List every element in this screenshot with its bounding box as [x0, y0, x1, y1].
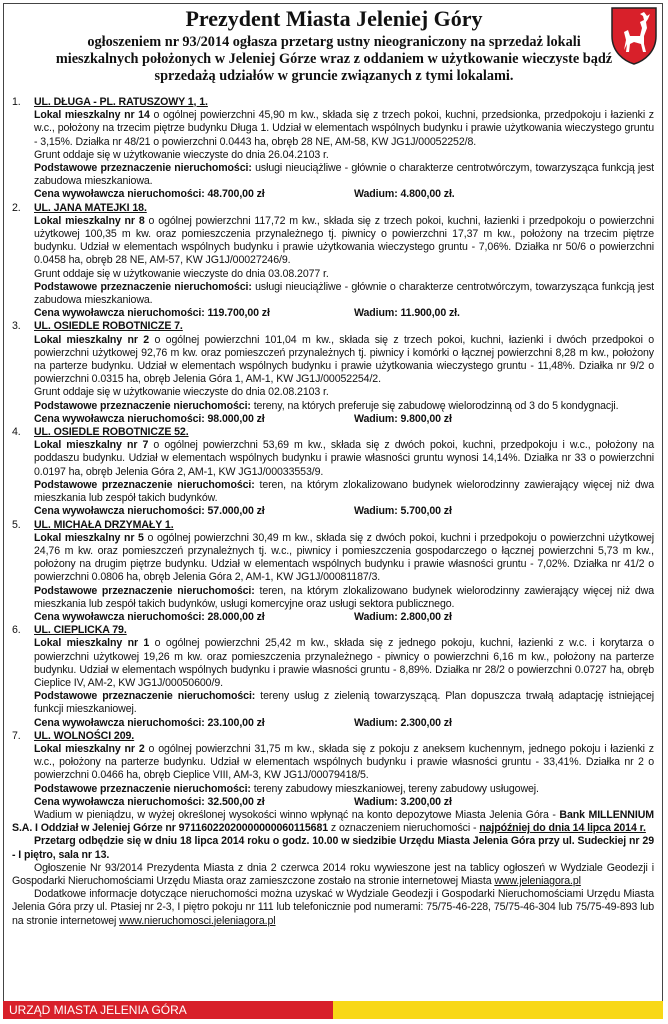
listing-number: 6. [12, 624, 21, 637]
listing-grunt: Grunt oddaje się w użytkowanie wieczyste do dnia 26.04.2103 r. [34, 148, 329, 161]
listing-description [34, 215, 654, 268]
listing-lokal-text: o ogólnej powierzchni 30,49 m kw., składa się z dwóch pokoi, kuchni i przedpokoju o powierzchni użytkowej 24,76 m kw. oraz pomieszczeń przynależnych tj. w.c., piwnicy i pomieszczenia gospodarczego o łącznej powierzchni 5,73 m kw., położony na drugim piętrze budynku. Udział w elementach wspólnych budynku i prawie własności gruntu - 7,02%. Działka nr 41/2 o powierzchni 0.0806 ha, obręb Jelenia Góra 2, AM-1, KW JG1J/00081187/3. [34, 531, 654, 584]
listing-lokal-label: Lokal mieszkalny nr 7 [34, 439, 149, 452]
listing-item [12, 96, 654, 202]
listing-item [12, 202, 654, 321]
listing-purpose-text: teren, na którym zlokalizowano budynek wielorodzinny zawierający więcej niż dwa mieszkania lub zespół takich budynków. [34, 478, 654, 505]
listing-street: UL. MICHAŁA DRZYMAŁY 1. [34, 518, 174, 531]
listing-price: Cena wywoławcza nieruchomości: 28.000,00 zł [34, 610, 265, 623]
listing-grunt: Grunt oddaje się w użytkowanie wieczyste do dnia 02.08.2103 r. [34, 386, 329, 399]
listing-purpose-text: teren, na którym zlokalizowano budynek wielorodzinny zawierający więcej niż dwa mieszkania lub zespół takich budynków, usługi komercyjne oraz usługi sektora publicznego. [34, 584, 654, 610]
listing-lokal-text: o ogólnej powierzchni 25,42 m kw., składa się z jednego pokoju, kuchni, łazienki z w.c. i korytarza o powierzchni użytkowej 19,26 m kw. oraz pomieszczenia przynależnego - piwnicy o powierzchni 6,16 m kw., położony na parterze budynku. Udział w elementach wspólnych budynku i prawie własności gruntu - 8,89%. Działka nr 28/2 o powierzchni 0.0727 ha, obręb Cieplice IV, AM-2, KW JG1J/00050600/9. [34, 637, 655, 689]
listing-lokal-text: o ogólnej powierzchni 117,72 m kw., składa się z trzech pokoi, kuchni, łazienki i przedpokoju o powierzchni użytkowej 100,35 m kw. oraz pomieszczenia przynależnego tj. piwnicy o powierzchni 17,37 m kw., położony na trzecim piętrze budynku. Udział w elementach wspólnych budynku i prawie użytkowania wieczystego gruntu - 7,06%. Działka nr 50/6 o powierzchni 0.0458 ha, obręb 28 NE, AM-57, KW JG1J/00027246/9. [34, 214, 655, 267]
listing-item [12, 320, 654, 426]
page-title: Prezydent Miasta Jeleniej Góry [185, 6, 483, 31]
listing-lokal-label: Lokal mieszkalny nr 14 [34, 109, 150, 122]
listing-price: Cena wywoławcza nieruchomości: 23.100,00 zł [34, 716, 265, 729]
listing-number: 1. [12, 96, 21, 108]
listing-description [34, 109, 654, 149]
publication-info [12, 862, 654, 888]
listing-item [12, 426, 654, 518]
listing-description [34, 743, 654, 783]
listing-purpose-label: Podstawowe przeznaczenie nieruchomości: [34, 280, 252, 293]
auction-text: Przetarg odbędzie się w dniu 18 lipca 2014 roku o godz. 10.00 w siedzibie Urzędu Miasta Jelenia Góra przy ul. Sudeckiej nr 29 - I piętro, sala nr 13. [12, 835, 654, 861]
listing-purpose-text: usługi nieuciążliwe - głównie o charakterze centrotwórczym, towarzysząca funkcją jest zabudowa mieszkaniowa. [34, 280, 655, 307]
listing-lokal-text: o ogólnej powierzchni 101,04 m kw., składa się z trzech pokoi, kuchni, łazienki i dwóch przedpokoi o powierzchni użytkowej 92,76 m kw. oraz pomieszczeń przynależnych tj. piwnicy i komórki o łącznej powierzchni 8,28 m kw., położony na parterze budynku. Udział w elementach wspólnych budynku i prawie użytkowania wieczystego gruntu - 11,48%. Działka nr 9/2 o powierzchni 0.0315 ha, obręb Jelenia Góra 1, AM-1, KW JG1J/00052254/2. [34, 333, 655, 386]
listing-wadium: Wadium: 4.800,00 zł. [354, 188, 455, 201]
listing-number: 2. [12, 201, 21, 214]
listing-purpose-label: Podstawowe przeznaczenie nieruchomości: [34, 478, 255, 491]
listing-purpose [34, 162, 654, 188]
listing-number: 4. [12, 426, 21, 439]
wadium-mid: z oznaczeniem nieruchomości - [328, 822, 480, 835]
listing-lokal-label: Lokal mieszkalny nr 5 [34, 531, 144, 544]
listing-street: UL. OSIEDLE ROBOTNICZE 7. [34, 320, 183, 333]
listing-wadium: Wadium: 2.800,00 zł [354, 610, 452, 623]
listing-purpose-label: Podstawowe przeznaczenie nieruchomości: [34, 584, 255, 597]
listing-price: Cena wywoławcza nieruchomości: 98.000,00 zł [34, 412, 265, 425]
listing-wadium: Wadium: 2.300,00 zł [354, 716, 452, 729]
listing-lokal-text: o ogólnej powierzchni 31,75 m kw., składa się z pokoju z aneksem kuchennym, jednego pokoju i łazienki z w.c., położony na parterze budynku. Udział w elementach wspólnych budynku i prawie własności gruntu - 33,41%. Działka nr 2 o powierzchni 0.0466 ha, obręb Cieplice VIII, AM-3, KW JG1J/00079418/5. [34, 742, 654, 782]
page-subtitle: ogłoszeniem nr 93/2014 ogłasza przetarg ustny nieograniczony na sprzedaż lokali mieszkalnych położonych w Jeleniej Górze wraz z oddaniem w użytkowanie wieczyste bądź sprzedażą udziałów w gruncie związanych z tymi lokalami. [55, 34, 613, 84]
listing-description [34, 532, 654, 585]
wadium-deadline: najpóźniej do dnia 14 lipca 2014 r. [479, 822, 646, 835]
listing-item [12, 519, 654, 625]
listing-purpose [34, 479, 654, 505]
listing-grunt: Grunt oddaje się w użytkowanie wieczyste do dnia 03.08.2077 r. [34, 267, 329, 280]
listing-street: UL. CIEPLICKA 79. [34, 624, 127, 637]
listing-purpose [34, 690, 654, 716]
listing-purpose-label: Podstawowe przeznaczenie nieruchomości: [34, 162, 252, 175]
listing-lokal-label: Lokal mieszkalny nr 2 [34, 742, 145, 755]
announcement-header [0, 6, 668, 85]
publication-text: Ogłoszenie Nr 93/2014 Prezydenta Miasta z dnia 2 czerwca 2014 roku wywieszone jest na tablicy ogłoszeń w Wydziale Geodezji i Gospodarki Nieruchomościami Urzędu Miasta oraz zamieszczone zostało na stronie internetowej Miasta [12, 861, 654, 887]
property-website-link[interactable]: www.nieruchomosci.jeleniagora.pl [119, 914, 276, 927]
listing-price: Cena wywoławcza nieruchomości: 119.700,00 zł [34, 307, 270, 320]
listing-price: Cena wywoławcza nieruchomości: 48.700,00 zł [34, 188, 265, 201]
listing-purpose-text: tereny zabudowy mieszkaniowej, tereny zabudowy usługowej. [250, 782, 539, 795]
listing-lokal-text: o ogólnej powierzchni 53,69 m kw., składa się z dwóch pokoi, kuchni, przedpokoju i w.c., położony na poddaszu budynku. Udział w elementach wspólnych budynku i prawie własności gruntu wynosi 14,14%. Działka nr 33 o powierzchni 0.0197 ha, obręb Jelenia Góra 2, AM-1, KW JG1J/00033553/9. [34, 439, 655, 478]
listing-description [34, 637, 654, 690]
listing-description [34, 334, 654, 387]
listing-purpose-label: Podstawowe przeznaczenie nieruchomości: [34, 399, 251, 412]
listing-purpose-label: Podstawowe przeznaczenie nieruchomości: [34, 782, 251, 795]
listing-street: UL. DŁUGA - PL. RATUSZOWY 1, 1. [34, 96, 208, 108]
listing-number: 7. [12, 729, 21, 742]
listing-purpose [34, 783, 654, 796]
listing-purpose [34, 281, 654, 307]
listing-lokal-label: Lokal mieszkalny nr 2 [34, 333, 150, 346]
listing-number: 5. [12, 518, 21, 531]
bank-account: Bank MILLENNIUM S.A. I Oddział w Jeleniej Górze nr 97116022020000000060115681 [12, 808, 654, 835]
listing-purpose-label: Podstawowe przeznaczenie nieruchomości: [34, 690, 256, 703]
listing-street: UL. WOLNOŚCI 209. [34, 729, 135, 742]
deer-crest-icon [610, 6, 658, 66]
listing-wadium: Wadium: 5.700,00 zł [354, 505, 452, 518]
listing-number: 3. [12, 320, 21, 333]
contact-text: Dodatkowe informacje dotyczące nieruchomości można uzyskać w Wydziale Geodezji i Gospodarki Nieruchomościami Urzędu Miasta Jelenia Góra przy ul. Ptasiej nr 2-3, I piętro pokoju nr 111 lub telefonicznie pod numerami: 75/75-46-228, 75/75-46-304 lub 75/75-49-893 lub na stronie internetowej [12, 888, 654, 927]
listing-price: Cena wywoławcza nieruchomości: 57.000,00 zł [34, 505, 265, 518]
city-website-link[interactable]: www.jeleniagora.pl [494, 874, 581, 887]
listing-lokal-label: Lokal mieszkalny nr 8 [34, 214, 145, 227]
footer-bar-yellow [333, 1001, 663, 1019]
announcement-body [12, 96, 654, 928]
listing-street: UL. OSIEDLE ROBOTNICZE 52. [34, 426, 189, 439]
auction-info [12, 835, 654, 861]
listing-purpose-text: usługi nieuciążliwe - głównie o charakterze centrotwórczym, towarzysząca funkcją jest zabudowa mieszkaniowa. [34, 162, 655, 188]
listing-purpose-text: tereny usług z zielenią towarzyszącą. Plan dopuszcza trwałą adaptację istniejącej funkcji mieszkaniowej. [34, 690, 654, 716]
wadium-info [12, 809, 654, 835]
listing-lokal-text: o ogólnej powierzchni 45,90 m kw., składa się z trzech pokoi, kuchni, przedsionka, przedpokoju i łazienki z w.c., położony na trzecim piętrze budynku Długa 1. Udział w elementach wspólnych budynku i prawie użytkowania wieczystego gruntu - 3,15%. Działka nr 48/21 o powierzchni 0.0443 ha, obręb 28 NE, AM-58, KW JG1J/00052252/8. [34, 109, 654, 148]
listing-price: Cena wywoławcza nieruchomości: 32.500,00 zł [34, 795, 265, 808]
listing-purpose-text: tereny, na których preferuje się zabudowę wielorodzinną od 3 do 5 kondygnacji. [250, 399, 619, 412]
footer-bar-label: URZĄD MIASTA JELENIA GÓRA [3, 1001, 333, 1019]
listing-description [34, 439, 654, 479]
listing-wadium: Wadium: 9.800,00 zł [354, 412, 452, 425]
listing-purpose [34, 585, 654, 611]
listing-wadium: Wadium: 11.900,00 zł. [354, 307, 460, 320]
listing-street: UL. JANA MATEJKI 18. [34, 201, 147, 214]
listing-lokal-label: Lokal mieszkalny nr 1 [34, 637, 150, 650]
contact-info [12, 888, 654, 928]
listing-item [12, 730, 654, 809]
listing-purpose [34, 400, 654, 413]
wadium-intro: Wadium w pieniądzu, w wyżej określonej wysokości winno wpłynąć na konto depozytowe Miasta Jelenia Góra - [34, 808, 560, 821]
listing-item [12, 624, 654, 730]
footer-bar [3, 1001, 663, 1019]
listing-wadium: Wadium: 3.200,00 zł [354, 795, 452, 808]
